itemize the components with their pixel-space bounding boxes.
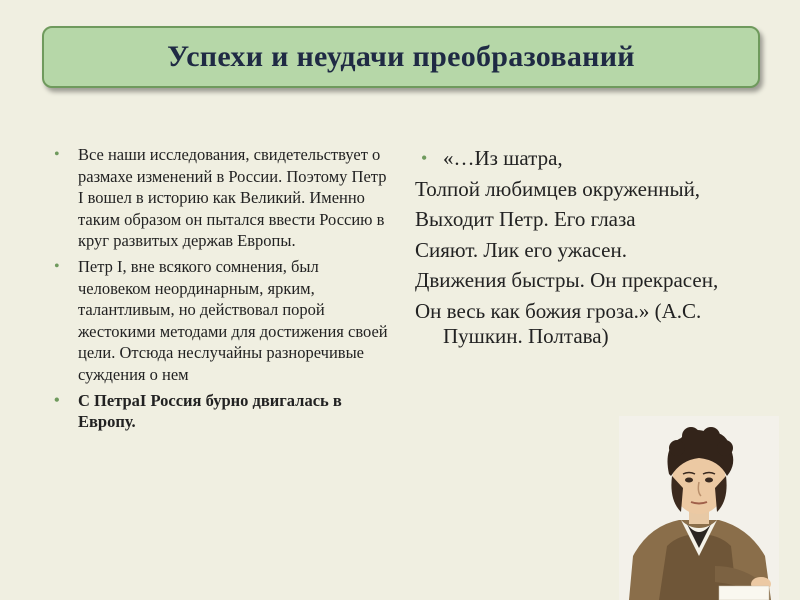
left-column: [50, 144, 395, 437]
argument-text: Петр I, вне всякого сомнения, был человеком неординарным, ярким, талантливым, но действовал порой жестокими методами для достижения своей цели. Отсюда неслучайны разноречивые суждения о нем: [78, 256, 388, 384]
bullet-icon: •: [54, 146, 60, 163]
poem-line: • «…Из шатра,: [421, 146, 563, 170]
argument-text: С ПетраI Россия бурно двигалась в Европу.: [78, 390, 342, 432]
title-banner: [42, 26, 760, 88]
poem-line: Движения быстры. Он прекрасен,: [415, 268, 719, 292]
poem-line: Сияют. Лик его ужасен.: [415, 237, 627, 262]
bullet-icon: •: [421, 148, 428, 168]
poem-line: Он весь как божия гроза.» (А.С. Пушкин. Полтава): [415, 298, 702, 348]
bullet-icon: •: [54, 257, 60, 275]
argument-list: [50, 144, 395, 433]
poem-line: Выходит Петр. Его глаза: [415, 207, 636, 231]
slide-title: Успехи и неудачи преобразований: [167, 40, 635, 73]
poem-quote: [415, 146, 755, 355]
argument-item: [50, 144, 395, 252]
pushkin-portrait: [619, 416, 779, 600]
bullet-icon: •: [54, 391, 60, 409]
poem-line: Толпой любимцев окруженный,: [415, 176, 701, 201]
argument-item: [50, 256, 395, 386]
argument-item-conclusion: [50, 390, 395, 433]
argument-text: Все наши исследования, свидетельствует о размахе изменений в России. Поэтому Петр I вошел в историю как Великий. Именно таким образом он пытался ввести Россию в круг развитых держав Европы.: [78, 145, 387, 251]
